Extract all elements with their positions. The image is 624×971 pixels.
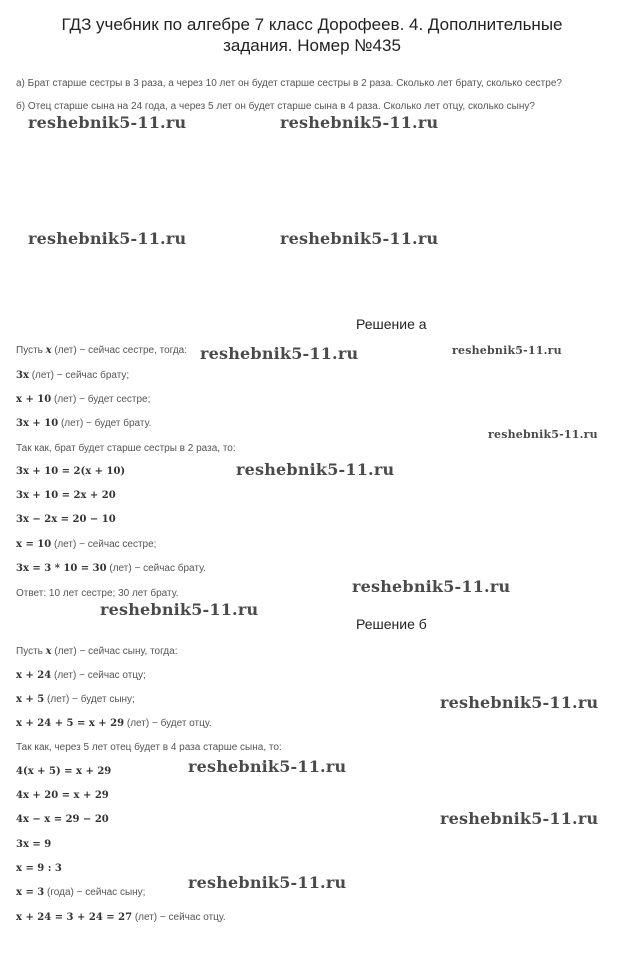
sol-a-line: Так как, брат будет старше сестры в 2 раза, то: <box>16 443 236 454</box>
sol-b-line: x + 5 (лет) − будет сыну; <box>16 694 135 705</box>
solution-b-heading: Решение б <box>356 616 427 632</box>
watermark: reshebnik5-11.ru <box>188 757 347 776</box>
sol-a-line: 3x (лет) − сейчас брату; <box>16 370 130 381</box>
task-b-text: б) Отец старше сына на 24 года, а через 5 лет он будет старше сына в 4 раза. Сколько лет отцу, сколько сыну? <box>16 101 535 112</box>
sol-b-line: x + 24 (лет) − сейчас отцу; <box>16 670 146 681</box>
sol-a-line: x = 10 (лет) − сейчас сестре; <box>16 539 157 550</box>
watermark: reshebnik5-11.ru <box>236 460 395 479</box>
watermark: reshebnik5-11.ru <box>280 113 439 132</box>
sol-b-equation: 4x − x = 29 − 20 <box>16 814 109 825</box>
watermark: reshebnik5-11.ru <box>200 344 359 363</box>
watermark: reshebnik5-11.ru <box>488 428 598 441</box>
sol-a-equation: 3x − 2x = 20 − 10 <box>16 514 116 525</box>
title-line-1: ГДЗ учебник по алгебре 7 класс Дорофеев. 4. Дополнительные <box>61 15 563 34</box>
sol-a-line: 3x + 10 (лет) − будет брату. <box>16 418 152 429</box>
watermark: reshebnik5-11.ru <box>452 344 562 357</box>
watermark: reshebnik5-11.ru <box>28 113 187 132</box>
watermark: reshebnik5-11.ru <box>280 229 439 248</box>
page-title <box>0 14 624 56</box>
sol-b-line: x + 24 + 5 = x + 29 (лет) − будет отцу. <box>16 718 212 729</box>
sol-a-line: 3x = 3 * 10 = 30 (лет) − сейчас брату. <box>16 563 206 574</box>
watermark: reshebnik5-11.ru <box>440 809 599 828</box>
sol-b-equation: 3x = 9 <box>16 839 52 850</box>
watermark: reshebnik5-11.ru <box>440 693 599 712</box>
watermark: reshebnik5-11.ru <box>352 577 511 596</box>
sol-a-equation: 3x + 10 = 2x + 20 <box>16 490 116 501</box>
sol-b-line: x = 3 (года) − сейчас сыну; <box>16 887 146 898</box>
watermark: reshebnik5-11.ru <box>100 600 259 619</box>
sol-a-equation: 3x + 10 = 2(x + 10) <box>16 466 126 477</box>
sol-b-line: Пусть x (лет) − сейчас сыну, тогда: <box>16 646 178 657</box>
watermark: reshebnik5-11.ru <box>188 873 347 892</box>
answer-a: Ответ: 10 лет сестре; 30 лет брату. <box>16 588 179 599</box>
sol-b-line: Так как, через 5 лет отец будет в 4 раза старше сына, то: <box>16 742 282 753</box>
watermark: reshebnik5-11.ru <box>28 229 187 248</box>
sol-b-line: x + 24 = 3 + 24 = 27 (лет) − сейчас отцу. <box>16 912 226 923</box>
sol-b-equation: 4(x + 5) = x + 29 <box>16 766 112 777</box>
title-line-2: задания. Номер №435 <box>223 36 401 55</box>
sol-b-equation: 4x + 20 = x + 29 <box>16 790 109 801</box>
sol-a-line: x + 10 (лет) − будет сестре; <box>16 394 151 405</box>
sol-a-line: Пусть x (лет) − сейчас сестре, тогда: <box>16 345 188 356</box>
sol-b-equation: x = 9 : 3 <box>16 863 62 874</box>
solution-a-heading: Решение а <box>356 316 427 332</box>
task-a-text: а) Брат старше сестры в 3 раза, а через 10 лет он будет старше сестры в 2 раза. Сколько лет брату, сколько сестре? <box>16 78 562 89</box>
